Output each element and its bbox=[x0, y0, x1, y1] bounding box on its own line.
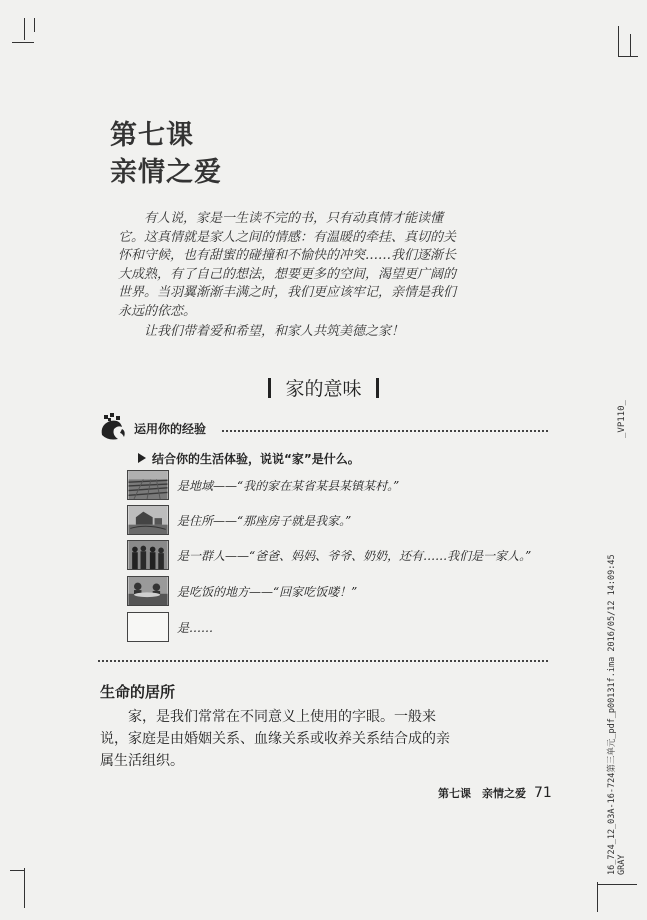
page-number: 71 bbox=[534, 785, 552, 801]
house-thumbnail-icon bbox=[127, 505, 169, 535]
crop-mark-top-left bbox=[12, 42, 34, 43]
crop-mark-bottom-right bbox=[597, 882, 598, 912]
section-title: 家的意味 bbox=[285, 378, 362, 400]
intro-paragraph-2: 让我们带着爱和希望，和家人共筑美德之家！ bbox=[144, 324, 405, 339]
list-item-text: 是地域——“我的家在某省某县某镇某村。” bbox=[177, 479, 400, 493]
experience-icon bbox=[98, 413, 128, 441]
crop-mark-top-left-vertical-2 bbox=[34, 18, 35, 32]
crop-mark-bottom-left-horizontal bbox=[10, 870, 24, 871]
body-paragraph: 家，是我们常常在不同意义上使用的字眼。一般来说，家庭是由婚姻关系、血缘关系或收养关系结合成的亲属生活组织。 bbox=[100, 709, 450, 769]
list-item-text: 是一群人——“爸爸、妈妈、爷爷、奶奶，还有……我们是一家人。” bbox=[177, 549, 532, 563]
list-item-text: 是…… bbox=[177, 621, 214, 635]
print-code: _VP110_ bbox=[617, 400, 627, 438]
prompt-text: 结合你的生活体验，说说“家”是什么。 bbox=[152, 452, 360, 466]
page-footer bbox=[438, 785, 552, 801]
heading-bar-left bbox=[268, 378, 271, 398]
body-text bbox=[100, 706, 450, 772]
dining-thumbnail-icon bbox=[127, 576, 169, 606]
experience-label: 运用你的经验 bbox=[134, 422, 207, 436]
lesson-title: 亲情之爱 bbox=[110, 157, 222, 188]
section-heading bbox=[0, 374, 647, 401]
intro-text bbox=[118, 210, 458, 342]
crop-mark-top-left-vertical bbox=[24, 18, 25, 40]
farmland-thumbnail-icon bbox=[127, 470, 169, 500]
print-color-mode: GRAY bbox=[617, 854, 627, 875]
dotted-rule-bottom bbox=[98, 660, 548, 662]
lesson-number: 第七课 bbox=[110, 120, 194, 151]
crop-mark-bottom-left bbox=[24, 868, 25, 908]
experience-prompt bbox=[138, 450, 360, 467]
crop-mark-top-right-vertical-2 bbox=[630, 34, 631, 56]
blank-box-icon bbox=[127, 612, 169, 642]
crop-mark-top-right-horizontal bbox=[618, 56, 638, 57]
crop-mark-top-right bbox=[618, 26, 619, 56]
print-job-info: 16_724_12_03A-16-724第三单元_pdf_p00131f.ima 2016/05/12 14:09:45 bbox=[607, 554, 617, 875]
intro-paragraph-1: 有人说，家是一生读不完的书，只有动真情才能读懂它。这真情就是家人之间的情感：有温暖的牵挂、真切的关怀和守候，也有甜蜜的碰撞和不愉快的冲突……我们逐渐长大成熟，有了自己的想法，想要更多的空间，渴望更广阔的世界。当羽翼渐渐丰满之时，我们更应该牢记，亲情是我们永远的依恋。 bbox=[118, 211, 457, 319]
heading-bar-right bbox=[376, 378, 379, 398]
dotted-rule-top bbox=[222, 430, 548, 432]
list-item-text: 是住所——“那座房子就是我家。” bbox=[177, 514, 352, 528]
subsection-title: 生命的居所 bbox=[100, 683, 176, 701]
list-item-text: 是吃饭的地方——“回家吃饭喽！” bbox=[177, 585, 358, 599]
crop-mark-bottom-right-horizontal bbox=[597, 884, 637, 885]
triangle-bullet-icon bbox=[138, 453, 146, 463]
running-head: 第七课 亲情之爱 bbox=[438, 787, 526, 800]
family-thumbnail-icon bbox=[127, 540, 169, 570]
